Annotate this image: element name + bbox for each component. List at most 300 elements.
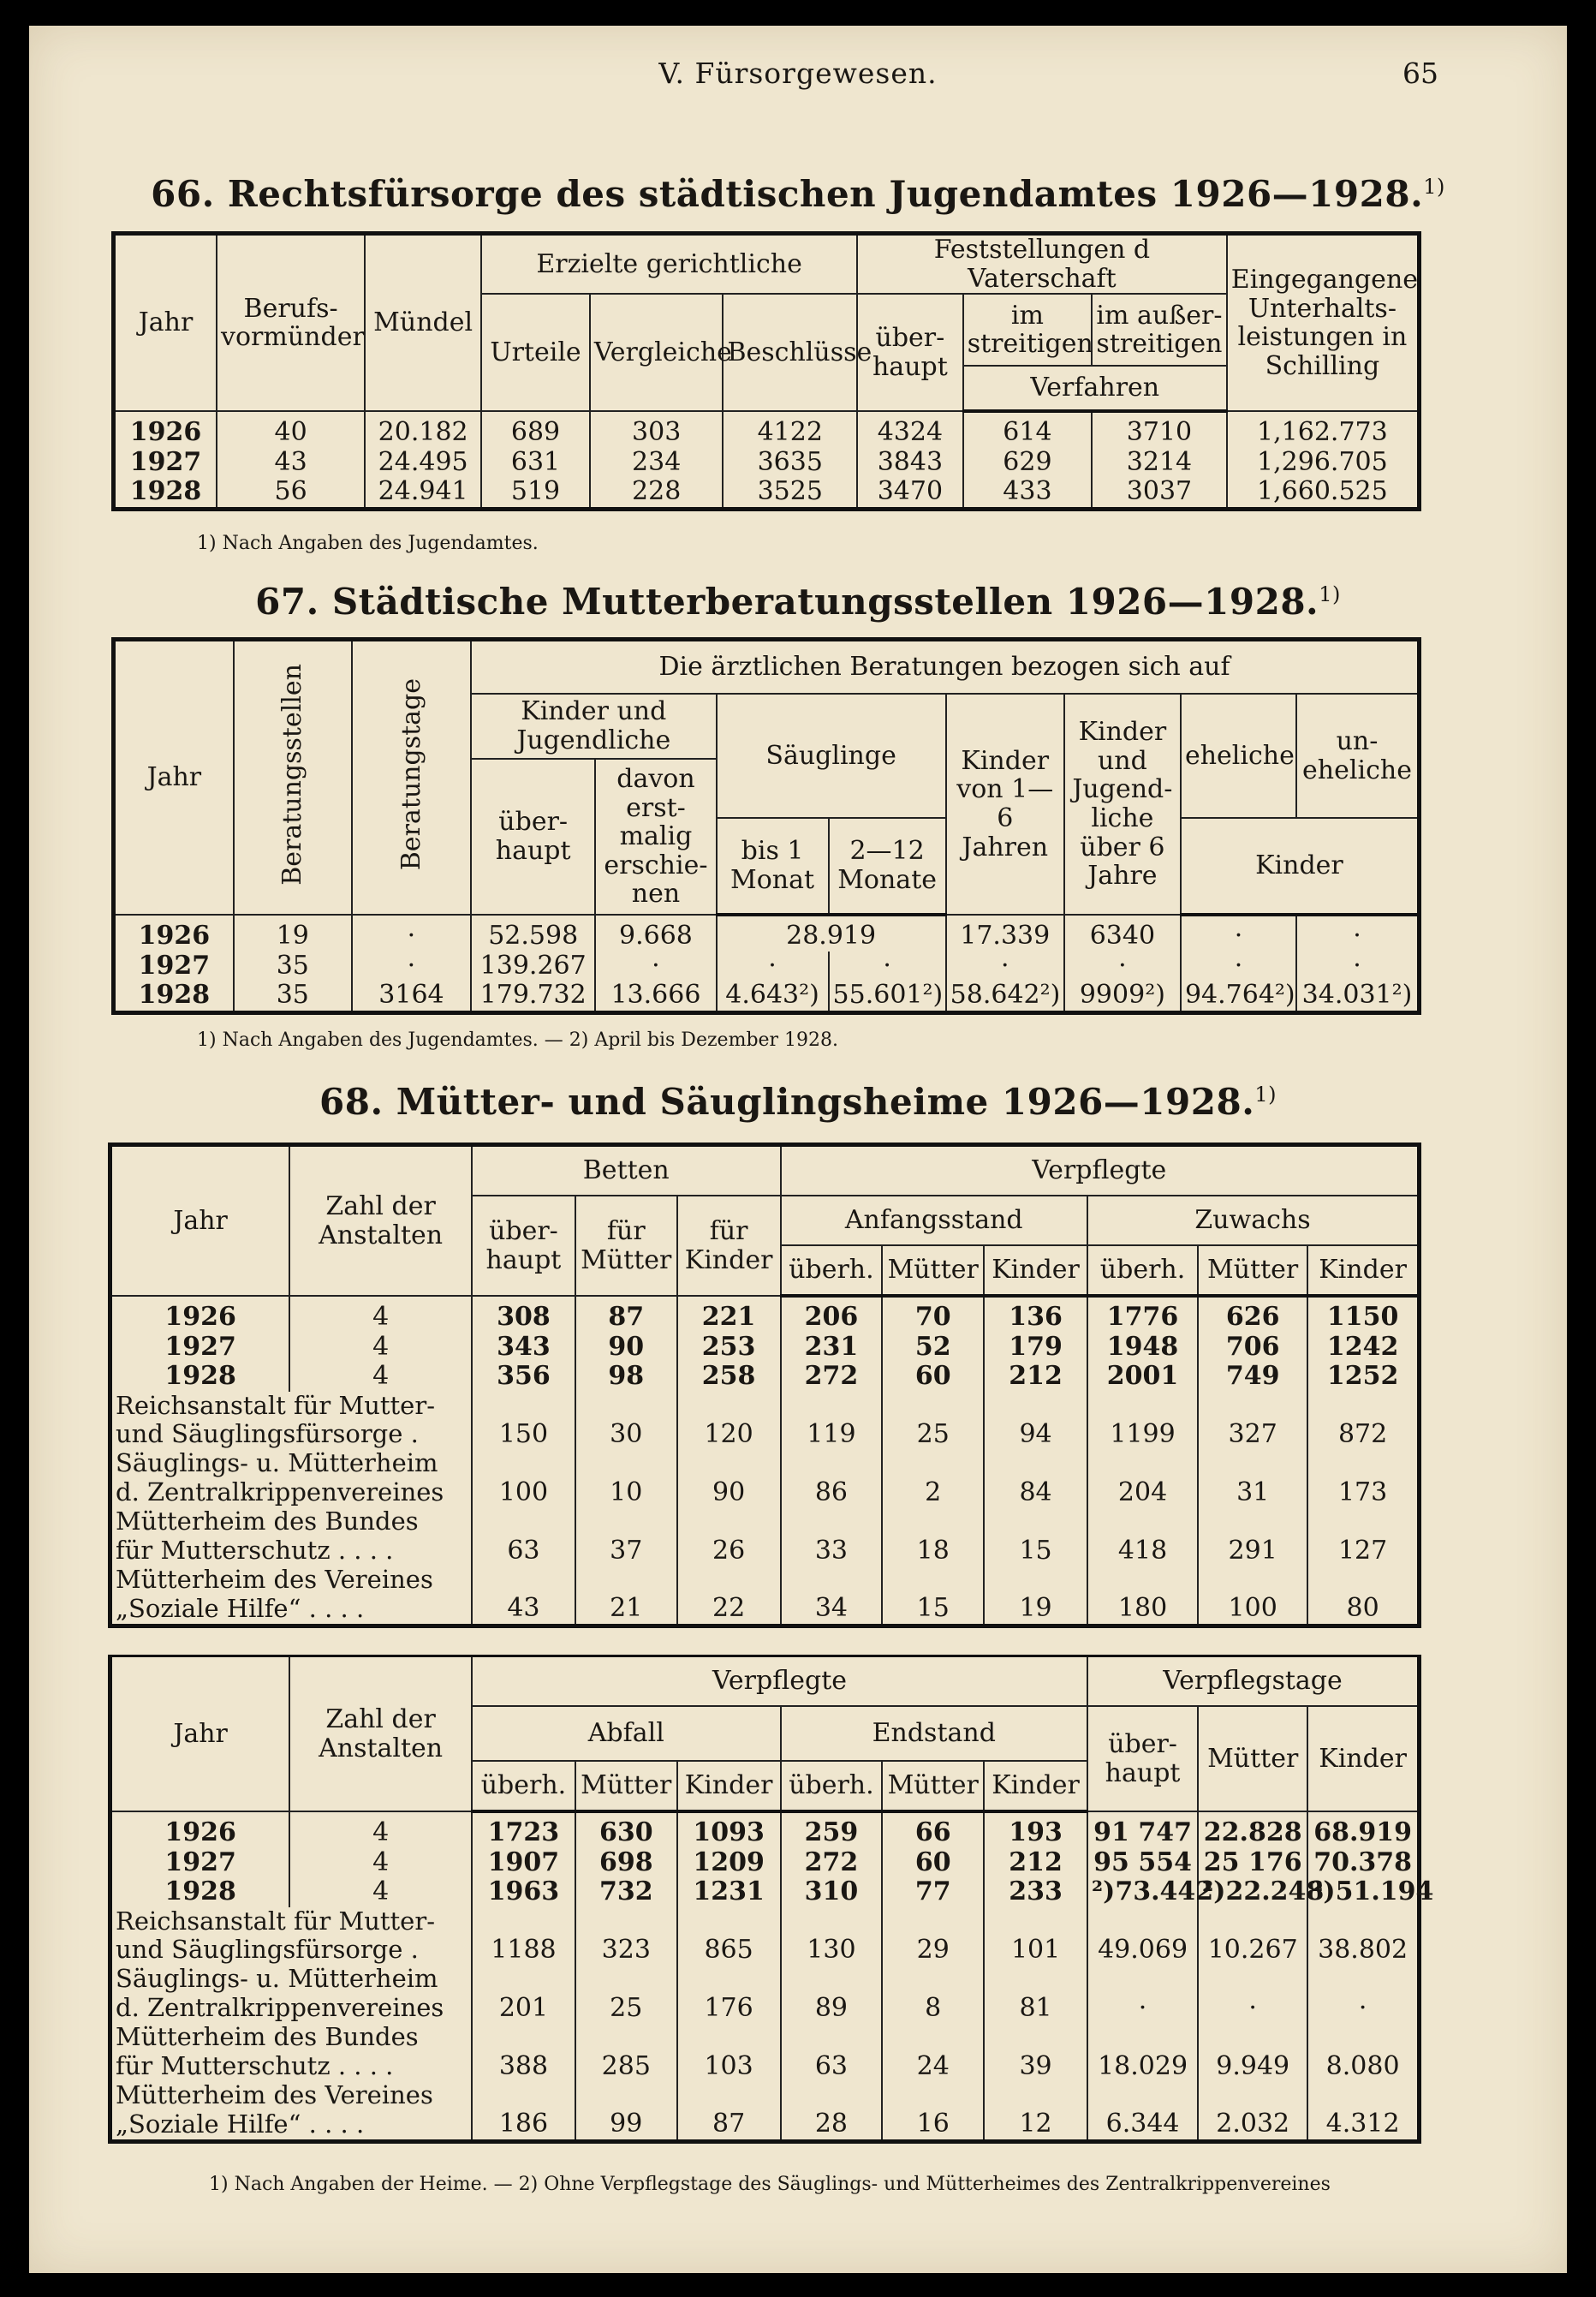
table-cell: 100 <box>472 1478 575 1508</box>
table-cell: 18 <box>882 1536 984 1566</box>
table-cell: · <box>1181 915 1296 952</box>
table-cell: 127 <box>1307 1536 1419 1566</box>
col-endstand-ueberh: überh. <box>781 1761 883 1811</box>
table-cell: 18.029 <box>1087 2052 1198 2082</box>
table-cell: 180 <box>1087 1594 1198 1626</box>
institution-name: für Mutterschutz . . . . <box>110 1536 473 1566</box>
table-cell: 3525 <box>723 477 857 509</box>
col-group-abfall: Abfall <box>472 1706 781 1761</box>
table-cell: 234 <box>590 448 724 478</box>
table-cell: 356 <box>472 1362 575 1392</box>
col-group-verpflegte: Verpflegte <box>472 1656 1087 1707</box>
table-cell: 872 <box>1307 1420 1419 1450</box>
table-cell: 3470 <box>857 477 963 509</box>
table-68-part-a <box>108 1143 1421 1628</box>
empty-cell <box>882 2081 984 2109</box>
institution-row <box>110 1392 1420 1420</box>
empty-cell <box>984 1392 1087 1420</box>
empty-cell <box>472 2023 575 2051</box>
col-group-kinder-jugendliche: Kinder und Jugendliche <box>471 694 717 759</box>
empty-cell <box>575 2023 677 2051</box>
table-cell: 9.949 <box>1198 2052 1307 2082</box>
year-cell: 1926 <box>114 915 234 952</box>
table-row <box>114 477 1420 509</box>
empty-cell <box>575 1965 677 1993</box>
col-tage-ueberhaupt: über-haupt <box>1087 1706 1198 1811</box>
institution-row <box>110 2109 1420 2141</box>
col-zuwachs-kinder: Kinder <box>1307 1245 1419 1296</box>
table-cell: 25 <box>575 1994 677 2024</box>
table-cell: 1,162.773 <box>1227 411 1420 448</box>
year-cell: 1928 <box>110 1362 290 1392</box>
table-cell: 749 <box>1198 1362 1307 1392</box>
table-66-title: 66. Rechtsfürsorge des städtischen Jugendamtes 1926—1928.$^{1)}$ <box>151 173 1445 215</box>
table-cell: 39 <box>984 2052 1087 2082</box>
page-number: 65 <box>1402 57 1438 90</box>
institution-row <box>110 1420 1420 1450</box>
table-cell: 101 <box>984 1936 1087 1966</box>
table-cell: 3037 <box>1092 477 1227 509</box>
table-cell: 519 <box>481 477 590 509</box>
table-cell: 24.495 <box>365 448 481 478</box>
table-cell: 176 <box>677 1994 781 2024</box>
table-cell: 706 <box>1198 1333 1307 1363</box>
table-cell: 52.598 <box>471 915 595 952</box>
col-urteile: Urteile <box>481 294 590 411</box>
empty-cell <box>984 1907 1087 1936</box>
empty-cell <box>1307 1907 1419 1936</box>
empty-cell <box>1307 1392 1419 1420</box>
institution-row <box>110 1566 1420 1594</box>
empty-cell <box>1198 1449 1307 1477</box>
table-cell: 94.764²) <box>1181 981 1296 1012</box>
table-cell: 37 <box>575 1536 677 1566</box>
table-row <box>110 1333 1420 1363</box>
institution-row <box>110 1594 1420 1626</box>
institution-name: Mütterheim des Bundes <box>110 2023 473 2051</box>
table-cell: 4.643²) <box>717 981 829 1012</box>
table-cell: 25 176 <box>1198 1848 1307 1878</box>
table-cell: 35 <box>234 981 352 1012</box>
table-cell: 28 <box>781 2109 883 2141</box>
table-cell: 34.031²) <box>1296 981 1419 1012</box>
table-cell: 4 <box>289 1811 472 1848</box>
table-cell: 204 <box>1087 1478 1198 1508</box>
table-cell: 20.182 <box>365 411 481 448</box>
table-cell: · <box>1087 1994 1198 2024</box>
table-cell: 3635 <box>723 448 857 478</box>
institution-name: d. Zentralkrippenvereines <box>110 1478 473 1508</box>
empty-cell <box>575 1392 677 1420</box>
table-cell: 173 <box>1307 1478 1419 1508</box>
col-2-12-monate: 2—12 Monate <box>829 818 946 915</box>
table-row <box>110 1362 1420 1392</box>
table-cell: · <box>595 952 716 981</box>
table-cell: · <box>946 952 1064 981</box>
empty-cell <box>882 1566 984 1594</box>
table-cell: 327 <box>1198 1420 1307 1450</box>
table-cell: 732 <box>575 1877 677 1907</box>
table-cell: 629 <box>963 448 1092 478</box>
empty-cell <box>984 1507 1087 1536</box>
col-abfall-ueberh: überh. <box>472 1761 575 1811</box>
empty-cell <box>1198 2023 1307 2051</box>
table-cell: 16 <box>882 2109 984 2141</box>
table-row <box>110 1848 1420 1878</box>
table-cell: 136 <box>984 1296 1087 1333</box>
institution-row <box>110 2023 1420 2051</box>
empty-cell <box>472 1449 575 1477</box>
empty-cell <box>984 1566 1087 1594</box>
table-cell: 1252 <box>1307 1362 1419 1392</box>
table-cell: 94 <box>984 1420 1087 1450</box>
table-cell: 179 <box>984 1333 1087 1363</box>
table-cell: 626 <box>1198 1296 1307 1333</box>
empty-cell <box>1198 1566 1307 1594</box>
table-68-title: 68. Mütter- und Säuglingsheime 1926—1928.$^{1)}$ <box>319 1081 1277 1123</box>
empty-cell <box>677 1965 781 1993</box>
chapter-title: V. Fürsorgewesen. <box>658 57 938 90</box>
institution-name: und Säuglingsfürsorge . <box>110 1420 473 1450</box>
table-cell: 120 <box>677 1420 781 1450</box>
col-abfall-muetter: Mütter <box>575 1761 677 1811</box>
empty-cell <box>781 1449 883 1477</box>
table-cell: 13.666 <box>595 981 716 1012</box>
table-cell: 206 <box>781 1296 883 1333</box>
empty-cell <box>677 1449 781 1477</box>
empty-cell <box>1087 1507 1198 1536</box>
table-cell: 21 <box>575 1594 677 1626</box>
empty-cell <box>984 1449 1087 1477</box>
table-cell: 100 <box>1198 1594 1307 1626</box>
table-cell: 26 <box>677 1536 781 1566</box>
table-cell: 1209 <box>677 1848 781 1878</box>
table-cell: 66 <box>882 1811 984 1848</box>
table-67 <box>111 637 1421 1015</box>
col-jahr: Jahr <box>110 1145 290 1297</box>
table-cell: · <box>1198 1994 1307 2024</box>
institution-name: Mütterheim des Vereines <box>110 2081 473 2109</box>
empty-cell <box>781 1566 883 1594</box>
institution-row <box>110 1536 1420 1566</box>
table-cell: 212 <box>984 1848 1087 1878</box>
table-cell: 90 <box>677 1478 781 1508</box>
table-cell: 43 <box>217 448 365 478</box>
empty-cell <box>472 1507 575 1536</box>
table-66-footnote: 1) Nach Angaben des Jugendamtes. <box>197 533 539 554</box>
institution-name: Säuglings- u. Mütterheim <box>110 1965 473 1993</box>
institution-row <box>110 2081 1420 2109</box>
empty-cell <box>984 1965 1087 1993</box>
table-cell: 698 <box>575 1848 677 1878</box>
empty-cell <box>1307 1449 1419 1477</box>
empty-cell <box>1307 2023 1419 2051</box>
col-zahl-anstalten: Zahl der Anstalten <box>289 1656 472 1812</box>
table-cell: 4 <box>289 1296 472 1333</box>
empty-cell <box>575 1507 677 1536</box>
empty-cell <box>1307 2081 1419 2109</box>
table-cell: · <box>352 952 471 981</box>
table-cell: 3710 <box>1092 411 1227 448</box>
empty-cell <box>882 1907 984 1936</box>
table-cell: 30 <box>575 1420 677 1450</box>
table-row <box>110 1877 1420 1907</box>
col-unterhalt: Eingegangene Unterhalts-leistungen in Schilling <box>1227 234 1420 412</box>
table-cell: 193 <box>984 1811 1087 1848</box>
empty-cell <box>677 1507 781 1536</box>
table-cell: 285 <box>575 2052 677 2082</box>
empty-cell <box>781 1907 883 1936</box>
col-group-feststellungen: Feststellungen d Vaterschaft <box>857 234 1227 295</box>
table-cell: 25 <box>882 1420 984 1450</box>
empty-cell <box>575 2081 677 2109</box>
table-cell: 80 <box>1307 1594 1419 1626</box>
col-bis-1-monat: bis 1 Monat <box>717 818 829 915</box>
col-betten-muetter: für Mütter <box>575 1196 677 1296</box>
table-cell: 103 <box>677 2052 781 2082</box>
institution-name: Reichsanstalt für Mutter- <box>110 1392 473 1420</box>
table-cell: 3164 <box>352 981 471 1012</box>
empty-cell <box>1307 1507 1419 1536</box>
empty-cell <box>1087 2081 1198 2109</box>
table-cell: · <box>352 915 471 952</box>
table-cell: 259 <box>781 1811 883 1848</box>
col-group-betten: Betten <box>472 1145 781 1196</box>
table-cell: · <box>829 952 946 981</box>
institution-row <box>110 1478 1420 1508</box>
col-uneheliche: un-eheliche <box>1296 694 1419 818</box>
institution-name: „Soziale Hilfe“ . . . . <box>110 1594 473 1626</box>
empty-cell <box>781 1965 883 1993</box>
empty-cell <box>472 1965 575 1993</box>
empty-cell <box>781 1507 883 1536</box>
table-cell: 258 <box>677 1362 781 1392</box>
institution-row <box>110 1936 1420 1966</box>
table-cell: 22 <box>677 1594 781 1626</box>
table-68-footnote: 1) Nach Angaben der Heime. — 2) Ohne Verpflegstage des Säuglings- und Mütterheimes des Zentralkrippenvereines <box>209 2174 1331 2195</box>
table-cell: 8 <box>882 1994 984 2024</box>
table-cell: ²)73.442 <box>1087 1877 1198 1907</box>
table-cell: 1150 <box>1307 1296 1419 1333</box>
empty-cell <box>677 1392 781 1420</box>
empty-cell <box>575 1907 677 1936</box>
col-zuwachs-muetter: Mütter <box>1198 1245 1307 1296</box>
institution-name: Mütterheim des Vereines <box>110 1566 473 1594</box>
col-davon-erstmalig: davon erst-malig erschie-nen <box>595 759 716 915</box>
table-cell: 33 <box>781 1536 883 1566</box>
year-cell: 1927 <box>114 952 234 981</box>
table-cell: 1963 <box>472 1877 575 1907</box>
empty-cell <box>677 2023 781 2051</box>
table-cell: · <box>1296 952 1419 981</box>
col-beratungsstellen: Beratungsstellen <box>234 640 352 916</box>
table-cell: 1,660.525 <box>1227 477 1420 509</box>
col-abfall-kinder: Kinder <box>677 1761 781 1811</box>
empty-cell <box>1198 1392 1307 1420</box>
table-cell: · <box>1296 915 1419 952</box>
table-cell: 17.339 <box>946 915 1064 952</box>
empty-cell <box>781 2081 883 2109</box>
empty-cell <box>1087 1392 1198 1420</box>
col-anfang-kinder: Kinder <box>984 1245 1087 1296</box>
col-tage-muetter: Mütter <box>1198 1706 1307 1811</box>
table-cell: 2 <box>882 1478 984 1508</box>
table-cell: 3214 <box>1092 448 1227 478</box>
col-kinder: Kinder <box>1181 818 1420 915</box>
col-endstand-muetter: Mütter <box>882 1761 984 1811</box>
table-68-part-b <box>108 1655 1434 2144</box>
table-cell: 221 <box>677 1296 781 1333</box>
table-cell: 4324 <box>857 411 963 448</box>
table-cell: 1231 <box>677 1877 781 1907</box>
empty-cell <box>984 2081 1087 2109</box>
institution-row <box>110 1994 1420 2024</box>
empty-cell <box>677 1566 781 1594</box>
col-muendel: Mündel <box>365 234 481 412</box>
table-cell: 308 <box>472 1296 575 1333</box>
table-cell: 91 747 <box>1087 1811 1198 1848</box>
table-row <box>114 411 1420 448</box>
col-group-anfangsstand: Anfangsstand <box>781 1196 1087 1245</box>
table-cell: 52 <box>882 1333 984 1363</box>
table-row <box>114 952 1420 981</box>
table-cell: 388 <box>472 2052 575 2082</box>
col-tage-kinder: Kinder <box>1307 1706 1419 1811</box>
year-cell: 1928 <box>110 1877 290 1907</box>
table-row <box>114 915 1420 952</box>
table-row <box>114 981 1420 1012</box>
table-cell: 84 <box>984 1478 1087 1508</box>
col-berufsvormuender: Berufs-vormünder <box>217 234 365 412</box>
table-cell: 1907 <box>472 1848 575 1878</box>
empty-cell <box>984 2023 1087 2051</box>
table-cell: 689 <box>481 411 590 448</box>
table-cell: 29 <box>882 1936 984 1966</box>
table-67-title: 67. Städtische Mutterberatungsstellen 1926—1928.$^{1)}$ <box>255 581 1341 623</box>
year-cell: 1928 <box>114 477 217 509</box>
table-cell: 43 <box>472 1594 575 1626</box>
book-page <box>29 26 1567 2273</box>
table-cell: 433 <box>963 477 1092 509</box>
empty-cell <box>1307 1566 1419 1594</box>
table-cell: 28.919 <box>717 915 946 952</box>
col-betten-kinder: für Kinder <box>677 1196 781 1296</box>
table-cell: 35 <box>234 952 352 981</box>
table-cell: 253 <box>677 1333 781 1363</box>
year-cell: 1927 <box>110 1848 290 1878</box>
col-group-verpflegstage: Verpflegstage <box>1087 1656 1419 1707</box>
empty-cell <box>781 2023 883 2051</box>
table-cell: 77 <box>882 1877 984 1907</box>
empty-cell <box>472 1392 575 1420</box>
table-cell: 272 <box>781 1362 883 1392</box>
year-cell: 1928 <box>114 981 234 1012</box>
col-im-streitigen: im streitigen <box>963 294 1092 366</box>
table-cell: 1093 <box>677 1811 781 1848</box>
empty-cell <box>677 2081 781 2109</box>
table-cell: ²)22.248 <box>1198 1877 1307 1907</box>
col-beratungstage: Beratungstage <box>352 640 471 916</box>
col-ueberhaupt: über-haupt <box>857 294 963 411</box>
col-endstand-kinder: Kinder <box>984 1761 1087 1811</box>
col-group-beratungen: Die ärztlichen Beratungen bezogen sich auf <box>471 640 1419 695</box>
table-cell: 231 <box>781 1333 883 1363</box>
empty-cell <box>1198 1907 1307 1936</box>
table-cell: 38.802 <box>1307 1936 1419 1966</box>
institution-row <box>110 1507 1420 1536</box>
table-cell: 2001 <box>1087 1362 1198 1392</box>
table-cell: 4 <box>289 1848 472 1878</box>
col-anfang-ueberh: überh. <box>781 1245 883 1296</box>
empty-cell <box>882 1449 984 1477</box>
table-cell: 343 <box>472 1333 575 1363</box>
institution-name: Reichsanstalt für Mutter- <box>110 1907 473 1936</box>
col-jahr: Jahr <box>110 1656 290 1812</box>
empty-cell <box>1087 1907 1198 1936</box>
col-anfang-muetter: Mütter <box>882 1245 984 1296</box>
table-cell: 4 <box>289 1333 472 1363</box>
table-cell: · <box>1181 952 1296 981</box>
table-cell: 98 <box>575 1362 677 1392</box>
table-cell: 68.919 <box>1307 1811 1419 1848</box>
col-beschluesse: Beschlüsse <box>723 294 857 411</box>
table-cell: 86 <box>781 1478 883 1508</box>
table-cell: 119 <box>781 1420 883 1450</box>
table-cell: 95 554 <box>1087 1848 1198 1878</box>
table-cell: 186 <box>472 2109 575 2141</box>
col-group-erzielte: Erzielte gerichtliche <box>481 234 857 295</box>
institution-name: und Säuglingsfürsorge . <box>110 1936 473 1966</box>
col-betten-ueberhaupt: über-haupt <box>472 1196 575 1296</box>
institution-row <box>110 1449 1420 1477</box>
col-kinder-jugendliche-6: Kinder und Jugend-liche über 6 Jahre <box>1064 694 1181 915</box>
year-cell: 1926 <box>110 1811 290 1848</box>
year-cell: 1927 <box>114 448 217 478</box>
col-kinder-1-6: Kinder von 1—6 Jahren <box>946 694 1064 915</box>
table-cell: 630 <box>575 1811 677 1848</box>
table-66 <box>111 231 1421 511</box>
table-row <box>114 448 1420 478</box>
table-cell: 19 <box>234 915 352 952</box>
table-cell: 24.941 <box>365 477 481 509</box>
col-zahl-anstalten: Zahl der Anstalten <box>289 1145 472 1297</box>
empty-cell <box>677 1907 781 1936</box>
empty-cell <box>1087 1965 1198 1993</box>
col-group-verpflegte: Verpflegte <box>781 1145 1420 1196</box>
table-cell: · <box>1307 1994 1419 2024</box>
col-group-saeuglinge: Säuglinge <box>717 694 946 818</box>
table-cell: 310 <box>781 1877 883 1907</box>
table-cell: 272 <box>781 1848 883 1878</box>
table-cell: 10.267 <box>1198 1936 1307 1966</box>
year-cell: 1927 <box>110 1333 290 1363</box>
empty-cell <box>882 2023 984 2051</box>
table-cell: 1948 <box>1087 1333 1198 1363</box>
col-vergleiche: Vergleiche <box>590 294 724 411</box>
table-cell: 40 <box>217 411 365 448</box>
table-row <box>110 1811 1420 1848</box>
table-cell: 179.732 <box>471 981 595 1012</box>
table-cell: 233 <box>984 1877 1087 1907</box>
table-cell: 631 <box>481 448 590 478</box>
empty-cell <box>1307 1965 1419 1993</box>
table-cell: 6.344 <box>1087 2109 1198 2141</box>
col-ueberhaupt: über-haupt <box>471 759 595 915</box>
col-group-zuwachs: Zuwachs <box>1087 1196 1420 1245</box>
empty-cell <box>1198 2081 1307 2109</box>
empty-cell <box>1087 2023 1198 2051</box>
table-cell: 2.032 <box>1198 2109 1307 2141</box>
